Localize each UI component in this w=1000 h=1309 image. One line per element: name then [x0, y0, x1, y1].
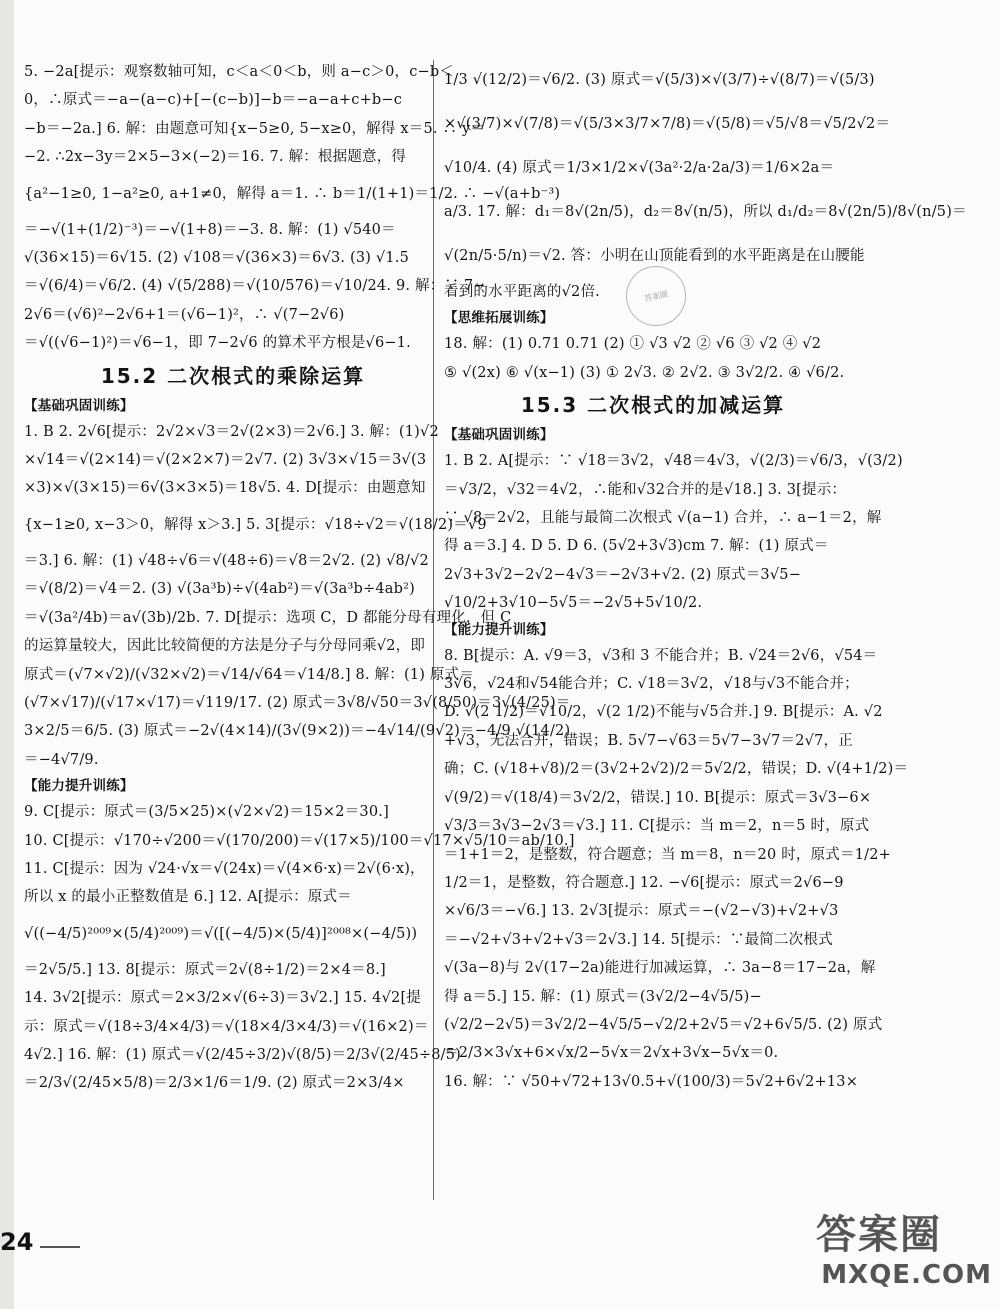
- text-line: 示：原式＝√(18÷3/4×4/3)＝√(18×4/3×4/3)＝√(16×2)＝: [24, 1018, 429, 1035]
- text-line: (√2/2−2√5)＝3√2/2−4√5/5−√2/2+2√5＝√2+6√5/5. (2) 原式: [444, 1016, 883, 1033]
- text-line: 8. B[提示：A. √9＝3，√3和 3 不能合并；B. √24＝2√6，√54＝: [444, 647, 878, 664]
- text-line: 得 a＝5.] 15. 解：(1) 原式＝(3√2/2−4√5/5)−: [444, 988, 762, 1005]
- text-line: √((−4/5)²⁰⁰⁹×(5/4)²⁰⁰⁹)＝√([(−4/5)×(5/4)]²⁰⁰⁸×(−4/5)): [24, 925, 418, 942]
- text-line: 11. C[提示：因为 √24·√x＝√(24x)＝√(4×6·x)＝2√(6·x)，: [24, 860, 425, 877]
- subheading-basic-training: 【基础巩固训练】: [444, 427, 554, 444]
- text-line: ＝2√5/5.] 13. 8[提示：原式＝2√(8÷1/2)＝2×4＝8.]: [24, 961, 386, 978]
- text-line: ×√14＝√(2×14)＝√(2×2×7)＝2√7. (2) 3√3×√15＝3√(3: [24, 452, 427, 469]
- section-title-15-3: 15.3 二次根式的加减运算: [520, 393, 786, 418]
- text-line: ＝√(6/4)＝√6/2. (4) √(5/288)＝√(10/576)＝√10/24. 9. 解：∵ 7−: [24, 278, 486, 295]
- text-line: √(36×15)＝6√15. (2) √108＝√(36×3)＝6√3. (3) √1.5: [24, 250, 410, 267]
- text-line: 10. C[提示：√170÷√200＝√(170/200)＝√(17×5)/100＝√17×√5/10＝ab/10.]: [24, 832, 575, 849]
- text-line: ＝√(3a²/4b)＝a√(3b)/2b. 7. D[提示：选项 C，D 都能分母有理化，但 C: [24, 609, 512, 626]
- text-line: 确；C. (√18+√8)/2＝(3√2+2√2)/2＝5√2/2，错误；D. √(4+1/2)＝: [444, 761, 909, 778]
- text-line: ＝√3/2，√32＝4√2，∴能和√32合并的是√18.] 3. 3[提示：: [444, 481, 847, 498]
- page-binding-edge: [0, 0, 14, 1309]
- text-line: (√7×√17)/(√17×√17)＝√119/17. (2) 原式＝3√8/√50＝3√(8/50)＝3√(4/25)＝: [24, 694, 571, 711]
- text-line: 2√3+3√2−2√2−4√3＝−2√3+√2. (2) 原式＝3√5−: [444, 566, 802, 583]
- text-line: ×3)×√(3×15)＝6√(3×3×5)＝18√5. 4. D[提示：由题意知: [24, 480, 426, 497]
- text-line: 4√2.] 16. 解：(1) 原式＝√(2/45÷3/2)√(8/5)＝2/3√(2/45÷8/5): [24, 1046, 462, 1063]
- text-line: ×√6/3＝−√6.] 13. 2√3[提示：原式＝−(√2−√3)+√2+√3: [444, 903, 839, 920]
- subheading-thinking-training: 【思维拓展训练】: [444, 310, 554, 327]
- section-title-15-2: 15.2 二次根式的乘除运算: [100, 363, 366, 388]
- text-line: 得 a＝3.] 4. D 5. D 6. (5√2+3√3)cm 7. 解：(1) 原式＝: [444, 538, 829, 555]
- text-line: ＝2/3×3√x+6×√x/2−5√x＝2√x+3√x−5√x＝0.: [444, 1045, 779, 1062]
- text-line: ＝1+1＝2，是整数，符合题意；当 m＝8，n＝20 时，原式＝1/2+: [444, 846, 891, 863]
- text-line: D. √(2 1/2)＝√10/2，√(2 1/2)不能与√5合并.] 9. B[提示：A. √2: [444, 704, 883, 721]
- text-line: 3×2/5＝6/5. (3) 原式＝−2√(4×14)/(3√(9×2))＝−4√14/(9√2)＝−4/9 √(14/2): [24, 723, 571, 740]
- text-line: 9. C[提示：原式＝(3/5×25)×(√2×√2)＝15×2＝30.]: [24, 804, 389, 821]
- text-line: 1. B 2. 2√6[提示：2√2×√3＝2√(2×3)＝2√6.] 3. 解：(1)√2: [24, 423, 439, 440]
- text-line: 0，∴原式＝−a−(a−c)+[−(c−b)]−b＝−a−a+c+b−c: [24, 92, 403, 109]
- subheading-ability-training: 【能力提升训练】: [24, 778, 134, 795]
- watermark-logo: [816, 1212, 992, 1302]
- text-line: 所以 x 的最小正整数值是 6.] 12. A[提示：原式＝: [24, 889, 352, 906]
- watermark-title: 答案圈: [816, 1212, 942, 1258]
- text-line: 看到的水平距离的√2倍.: [444, 284, 600, 300]
- text-line: ＝−4√7/9.: [24, 751, 99, 768]
- text-line: √(3a−8)与 2√(17−2a)能进行加减运算，∴ 3a−8＝17−2a，解: [444, 960, 876, 977]
- text-line: ∵ √8＝2√2，且能与最简二次根式 √(a−1) 合并，∴ a−1＝2，解: [444, 510, 882, 527]
- text-line: 18. 解：(1) 0.71 0.71 (2) ① √3 √2 ② √6 ③ √2 ④ √2: [444, 336, 822, 353]
- text-line: 16. 解：∵ √50+√72+13√0.5+√(100/3)＝5√2+6√2+13×: [444, 1073, 859, 1090]
- text-line: −2. ∴2x−3y＝2×5−3×(−2)＝16. 7. 解：根据题意，得: [24, 149, 407, 166]
- stamp-seal: 答案圈: [620, 260, 691, 331]
- text-line: √(2n/5·5/n)＝√2. 答：小明在山顶能看到的水平距离是在山腰能: [444, 248, 865, 264]
- text-line: 3√6，√24和√54能合并；C. √18＝3√2，√18与√3不能合并；: [444, 676, 859, 693]
- page-number: 24: [0, 1228, 34, 1256]
- text-line: √10/4. (4) 原式＝1/3×1/2×√(3a²·2/a·2a/3)＝1/6×2a＝: [444, 160, 835, 176]
- text-line: {a²−1≥0, 1−a²≥0, a+1≠0，解得 a＝1. ∴ b＝1/(1+1)＝1/2. ∴ −√(a+b⁻³): [24, 185, 561, 202]
- text-line: +√3，无法合并，错误；B. 5√7−√63＝5√7−3√7＝2√7，正: [444, 732, 853, 749]
- subheading-basic-training: 【基础巩固训练】: [24, 397, 134, 414]
- text-line: 的运算量较大，因此比较简便的方法是分子与分母同乘√2，即: [24, 638, 426, 655]
- text-line: 2√6＝(√6)²−2√6+1＝(√6−1)²，∴ √(7−2√6): [24, 306, 345, 323]
- text-line: −b＝−2a.] 6. 解：由题意可知{x−5≥0, 5−x≥0，解得 x＝5. ∴ y＝: [24, 120, 486, 137]
- text-line: 1. B 2. A[提示：∵ √18＝3√2，√48＝4√3，√(2/3)＝√6/3，√(3/2): [444, 453, 903, 470]
- text-line: 1/2＝1，是整数，符合题意.] 12. −√6[提示：原式＝2√6−9: [444, 874, 844, 891]
- text-line: ＝−√(1+(1/2)⁻³)＝−√(1+8)＝−3. 8. 解：(1) √540＝: [24, 221, 396, 238]
- text-line: ＝√((√6−1)²)＝√6−1，即 7−2√6 的算术平方根是√6−1.: [24, 335, 411, 352]
- text-line: a/3. 17. 解：d₁＝8√(2n/5)，d₂＝8√(n/5)，所以 d₁/d₂＝8√(2n/5)/8√(n/5)＝: [444, 204, 967, 220]
- footer-rule: [40, 1246, 80, 1248]
- text-line: √10/2+3√10−5√5＝−2√5+5√10/2.: [444, 595, 703, 612]
- text-line: ＝3.] 6. 解：(1) √48÷√6＝√(48÷6)＝√8＝2√2. (2) √8/√2: [24, 552, 429, 569]
- text-line: √(9/2)＝√(18/4)＝3√2/2，错误.] 10. B[提示：原式＝3√3−6×: [444, 789, 872, 806]
- text-line: ⑤ √(2x) ⑥ √(x−1) (3) ① 2√3. ② 2√2. ③ 3√2/2. ④ √6/2.: [444, 364, 845, 381]
- text-line: 14. 3√2[提示：原式＝2×3/2×√(6÷3)＝3√2.] 15. 4√2[提: [24, 990, 422, 1007]
- text-line: ＝2/3√(2/45×5/8)＝2/3×1/6＝1/9. (2) 原式＝2×3/4×: [24, 1075, 405, 1092]
- text-line: ＝√(8/2)＝√4＝2. (3) √(3a³b)÷√(4ab²)＝√(3a³b÷4ab²): [24, 581, 415, 598]
- text-line: √3/3＝3√3−2√3＝√3.] 11. C[提示：当 m＝2，n＝5 时，原式: [444, 818, 870, 835]
- text-line: 原式＝(√7×√2)/(√32×√2)＝√14/√64＝√14/8.] 8. 解：(1) 原式＝: [24, 666, 475, 683]
- text-line: {x−1≥0, x−3＞0，解得 x＞3.] 5. 3[提示：√18÷√2＝√(18/2)＝√9: [24, 516, 487, 533]
- subheading-ability-training: 【能力提升训练】: [444, 621, 554, 638]
- text-line: 1/3 √(12/2)＝√6/2. (3) 原式＝√(5/3)×√(3/7)÷√(8/7)＝√(5/3): [444, 72, 875, 88]
- text-line: 5. −2a[提示：观察数轴可知，c＜a＜0＜b，则 a−c＞0，c−b＜: [24, 64, 455, 80]
- right-column: [444, 58, 967, 1208]
- text-line: ×√(3/7)×√(7/8)＝√(5/3×3/7×7/8)＝√(5/8)＝√5/√8＝√5/2√2＝: [444, 116, 891, 132]
- text-line: ＝−√2+√3+√2+√3＝2√3.] 14. 5[提示：∵最简二次根式: [444, 931, 833, 948]
- watermark-url: MXQE.COM: [821, 1260, 992, 1290]
